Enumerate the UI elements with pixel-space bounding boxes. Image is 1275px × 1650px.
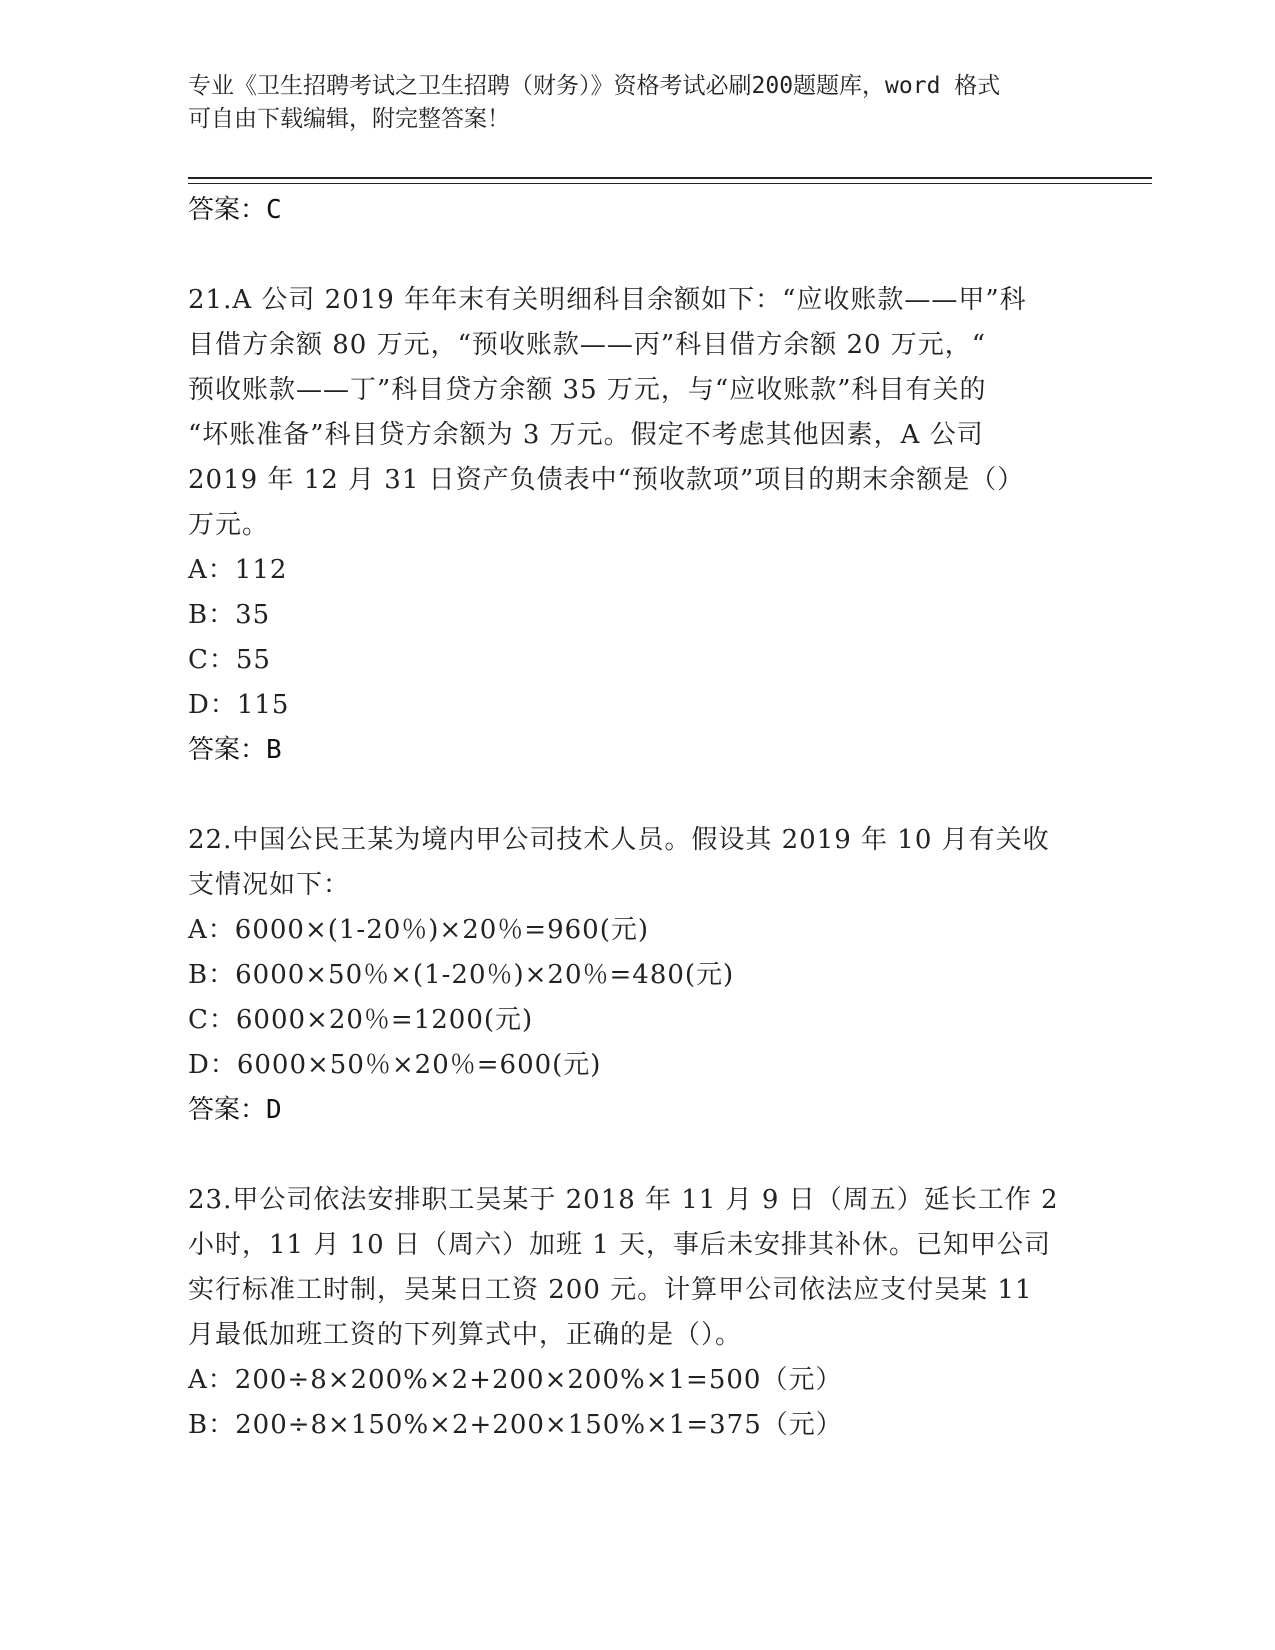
stem-line: 21.A 公司 2019 年年末有关明细科目余额如下：“应收账款——甲”科: [188, 285, 1027, 315]
header-line-1: 专业《卫生招聘考试之卫生招聘（财务）》资格考试必刷200题题库，word 格式: [188, 73, 1001, 99]
page-header: [188, 70, 1088, 136]
document-body: [188, 188, 1088, 1448]
stem-line: 预收账款——丁”科目贷方余额 35 万元，与“应收账款”科目有关的: [188, 375, 987, 405]
option-b: B：200÷8×150%×2+200×150%×1=375（元）: [188, 1410, 843, 1440]
answer-q22: 答案：D: [188, 1095, 282, 1125]
question-stem: [188, 278, 1088, 548]
question-21: [188, 278, 1088, 773]
question-22: [188, 818, 1088, 1133]
option-a: A：6000×(1-20％)×20％=960(元): [188, 915, 649, 945]
stem-line: 实行标准工时制，吴某日工资 200 元。计算甲公司依法应支付吴某 11: [188, 1275, 1033, 1305]
question-stem: [188, 1178, 1088, 1358]
stem-line: 23.甲公司依法安排职工吴某于 2018 年 11 月 9 日（周五）延长工作 2: [188, 1185, 1059, 1215]
stem-line: 22.中国公民王某为境内甲公司技术人员。假设其 2019 年 10 月有关收: [188, 825, 1050, 855]
spacer: [188, 773, 1088, 818]
spacer: [188, 233, 1088, 278]
header-rule-thin: [188, 183, 1152, 184]
spacer: [188, 1133, 1088, 1178]
answer-q20: 答案：C: [188, 195, 282, 225]
stem-line: 2019 年 12 月 31 日资产负债表中“预收款项”项目的期末余额是（）: [188, 465, 1025, 495]
stem-line: 小时，11 月 10 日（周六）加班 1 天，事后未安排其补休。已知甲公司: [188, 1230, 1052, 1260]
header-line-2: 可自由下载编辑，附完整答案！: [188, 106, 510, 132]
question-stem: [188, 818, 1088, 908]
option-d: D：6000×50％×20％=600(元): [188, 1050, 602, 1080]
option-d: D：115: [188, 690, 290, 720]
option-c: C：55: [188, 645, 271, 675]
option-b: B：35: [188, 600, 271, 630]
stem-line: 万元。: [188, 510, 270, 540]
option-a: A：200÷8×200%×2+200×200%×1=500（元）: [188, 1365, 843, 1395]
option-c: C：6000×20％=1200(元): [188, 1005, 534, 1035]
option-a: A：112: [188, 555, 288, 585]
header-rule-thick: [188, 177, 1152, 179]
stem-line: 支情况如下：: [188, 870, 351, 900]
stem-line: “坏账准备”科目贷方余额为 3 万元。假定不考虑其他因素，A 公司: [188, 420, 984, 450]
stem-line: 目借方余额 80 万元，“预收账款——丙”科目借方余额 20 万元，“: [188, 330, 987, 360]
stem-line: 月最低加班工资的下列算式中，正确的是（）。: [188, 1320, 743, 1350]
question-23: [188, 1178, 1088, 1448]
answer-q21: 答案：B: [188, 735, 282, 765]
option-b: B：6000×50％×(1-20％)×20％=480(元): [188, 960, 735, 990]
